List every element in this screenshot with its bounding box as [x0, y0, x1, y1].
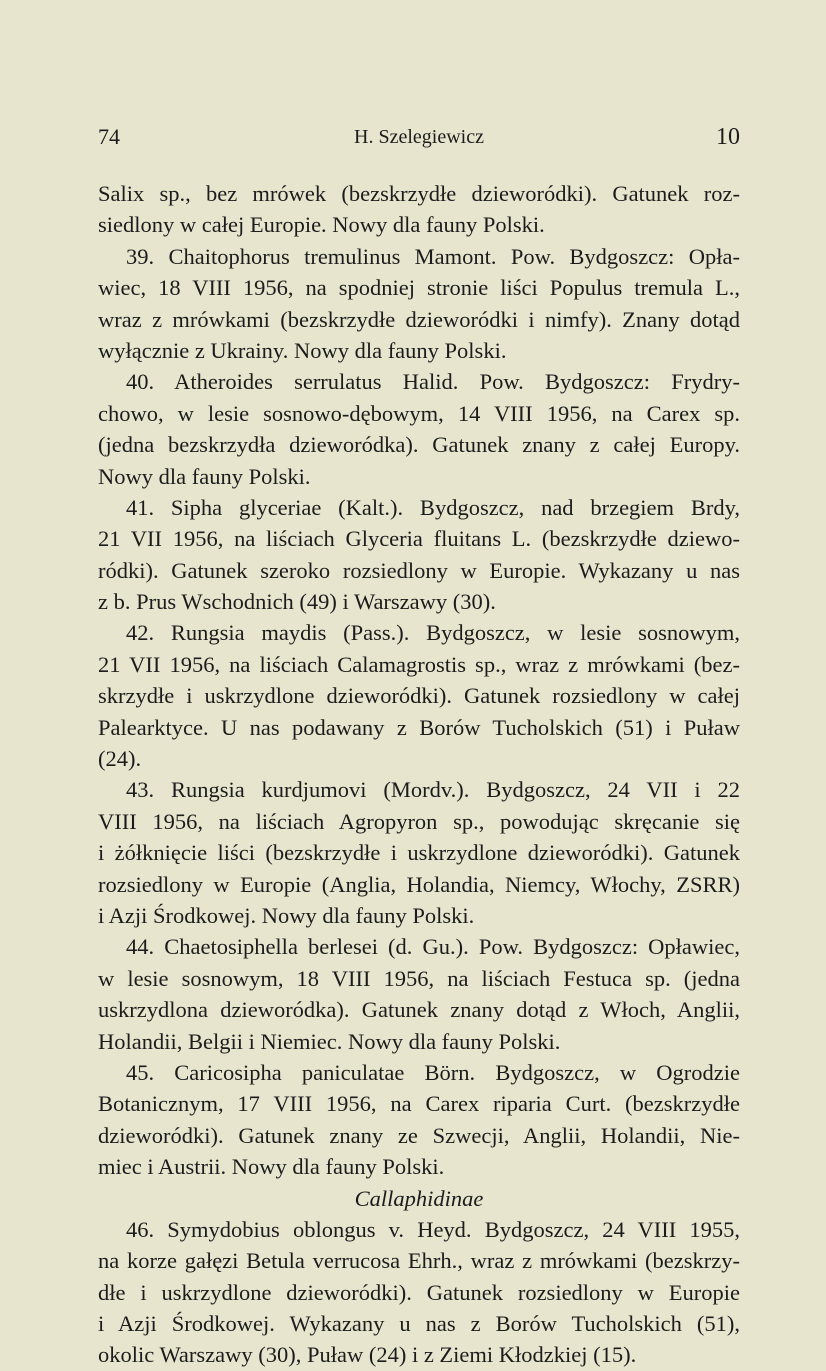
text-line: 21 VII 1956, na liściach Glyceria fluitans L. (bezskrzydłe dziewo- [98, 526, 740, 552]
page-header [98, 122, 740, 156]
page-number: 74 [98, 124, 120, 149]
text-line: 41. Sipha glyceriae (Kalt.). Bydgoszcz, nad brzegiem Brdy, [126, 494, 740, 520]
text-line: miec i Austrii. Nowy dla fauny Polski. [98, 1154, 445, 1180]
text-line: i Azji Środkowej. Nowy dla fauny Polski. [98, 902, 475, 928]
text-line: Salix sp., bez mrówek (bezskrzydłe dzieworódki). Gatunek roz- [98, 181, 740, 206]
text-line: i żółknięcie liści (bezskrzydłe i uskrzydlone dzieworódki). Gatunek [98, 840, 740, 866]
text-line: z b. Prus Wschodnich (49) i Warszawy (30). [98, 589, 496, 615]
text-line: na korze gałęzi Betula verrucosa Ehrh., wraz z mrówkami (bezskrzy- [98, 1248, 740, 1274]
running-head-author: H. Szelegiewicz [354, 126, 484, 148]
text-line: i Azji Środkowej. Wykazany u nas z Borów Tucholskich (51), [98, 1311, 740, 1337]
text-line: Botanicznym, 17 VIII 1956, na Carex riparia Curt. (bezskrzydłe [98, 1091, 740, 1117]
text-line: ródki). Gatunek szeroko rozsiedlony w Europie. Wykazany u nas [98, 557, 740, 583]
species-list-continued [98, 1214, 740, 1371]
text-line: dłe i uskrzydlone dzieworódki). Gatunek rozsiedlony w Europie [98, 1279, 740, 1305]
text-line: wiec, 18 VIII 1956, na spodniej stronie liści Populus tremula L., [98, 275, 740, 301]
text-line: skrzydłe i uskrzydlone dzieworódki). Gatunek rozsiedlony w całej [98, 683, 740, 709]
text-line: okolic Warszawy (30), Puław (24) i z Ziemi Kłodzkiej (15). [98, 1342, 637, 1368]
text-line: 44. Chaetosiphella berlesei (d. Gu.). Pow. Bydgoszcz: Opławiec, [126, 934, 740, 960]
section-heading: Callaphidinae [354, 1185, 484, 1211]
body-text [98, 178, 740, 1371]
text-line: rozsiedlony w Europie (Anglia, Holandia, Niemcy, Włochy, ZSRR) [98, 871, 740, 897]
text-line: 21 VII 1956, na liściach Calamagrostis sp., wraz z mrówkami (bez- [98, 651, 740, 677]
text-line: dzieworódki). Gatunek znany ze Szwecji, Anglii, Holandii, Nie- [98, 1122, 740, 1148]
text-line: (jedna bezskrzydła dzieworódka). Gatunek znany z całej Europy. [98, 432, 740, 458]
part-number: 10 [716, 124, 740, 150]
text-line: Nowy dla fauny Polski. [98, 463, 311, 489]
text-line: siedlony w całej Europie. Nowy dla fauny Polski. [98, 212, 545, 238]
text-line: 40. Atheroides serrulatus Halid. Pow. Bydgoszcz: Frydry- [126, 369, 740, 395]
text-line: 45. Caricosipha paniculatae Börn. Bydgoszcz, w Ogrodzie [126, 1059, 740, 1085]
text-line: w lesie sosnowym, 18 VIII 1956, na liściach Festuca sp. (jedna [98, 965, 740, 991]
species-list [98, 178, 740, 1183]
text-line: (24). [98, 746, 142, 772]
text-line: 43. Rungsia kurdjumovi (Mordv.). Bydgoszcz, 24 VII i 22 [126, 777, 740, 803]
text-line: Holandii, Belgii i Niemiec. Nowy dla fauny Polski. [98, 1028, 561, 1054]
text-line: uskrzydlona dzieworódka). Gatunek znany dotąd z Włoch, Anglii, [98, 997, 740, 1023]
text-line: 42. Rungsia maydis (Pass.). Bydgoszcz, w lesie sosnowym, [126, 620, 740, 646]
text-line: 46. Symydobius oblongus v. Heyd. Bydgoszcz, 24 VIII 1955, [126, 1216, 740, 1242]
text-line: wraz z mrówkami (bezskrzydłe dzieworódki i nimfy). Znany dotąd [98, 306, 740, 332]
text-line: VIII 1956, na liściach Agropyron sp., powodując skręcanie się [98, 808, 740, 834]
text-line: Palearktyce. U nas podawany z Borów Tucholskich (51) i Puław [98, 714, 740, 740]
text-line: wyłącznie z Ukrainy. Nowy dla fauny Polski. [98, 337, 507, 363]
text-line: 39. Chaitophorus tremulinus Mamont. Pow. Bydgoszcz: Opła- [126, 243, 740, 269]
text-line: chowo, w lesie sosnowo-dębowym, 14 VIII 1956, na Carex sp. [98, 400, 740, 426]
